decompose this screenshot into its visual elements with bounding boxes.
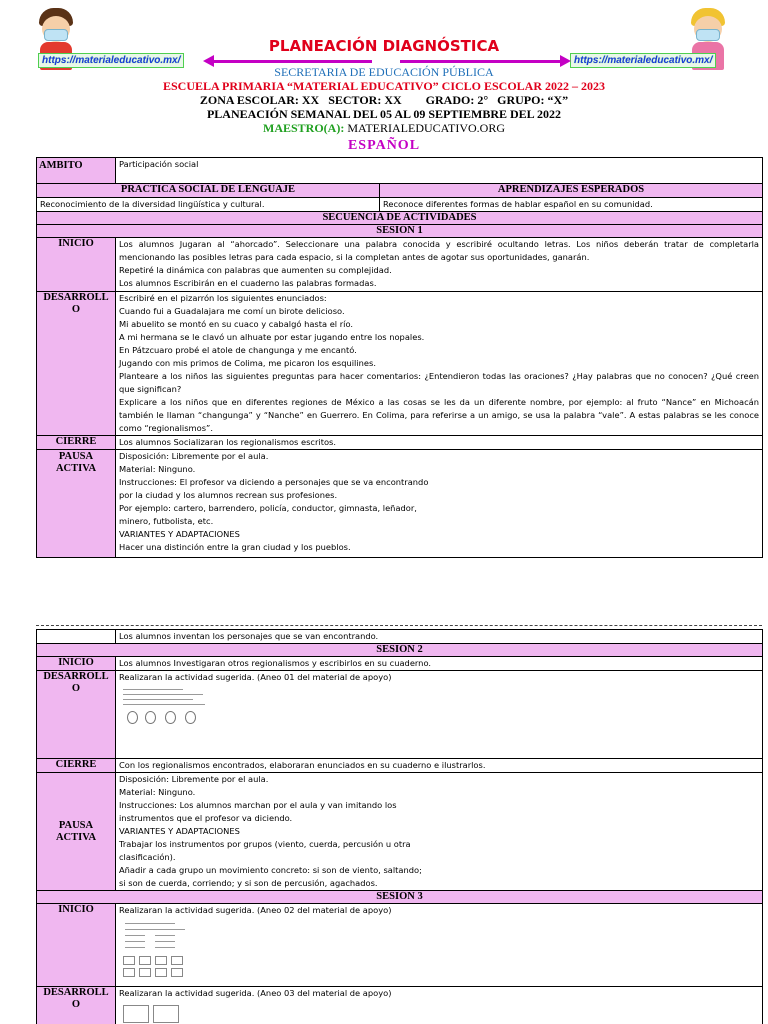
desarrollo-3-text: Realizaran la actividad sugerida. (Aneo 03 del material de apoyo) xyxy=(119,988,392,998)
inicio-3-content xyxy=(116,904,763,987)
cierre-label: CIERRE xyxy=(37,436,116,450)
annex-01-thumbnail[interactable] xyxy=(121,687,211,727)
desarrollo-3-label: DESARROLLO xyxy=(43,987,109,1010)
pausa-line: Material: Ninguno. xyxy=(119,464,196,474)
cierre-2-label: CIERRE xyxy=(37,759,116,773)
practica-value: Reconocimiento de la diversidad lingüística y cultural. xyxy=(37,198,380,212)
teacher-label: MAESTRO(A): xyxy=(263,121,345,135)
pausa-2-line: Añadir a cada grupo un movimiento concreto: si son de viento, saltando; xyxy=(119,865,422,875)
pausa-line: VARIANTES Y ADAPTACIONES xyxy=(119,529,240,539)
secretaria-line: SECRETARIA DE EDUCACIÓN PÚBLICA xyxy=(274,65,494,79)
continuation-content: Los alumnos inventan los personajes que se van encontrando. xyxy=(116,630,763,644)
desarrollo-2-content xyxy=(116,671,763,759)
inicio-line: Los alumnos Jugaran al “ahorcado”. Seleccionare una palabra conocida y escribiré ocultando letras. Los niños deberán tratar de completarla mencionando las posibles letras para cada espacio, si la completan antes de agotar sus oportunidades, ganarán. xyxy=(119,239,759,262)
inicio-line: Los alumnos Escribirán en el cuaderno las palabras formadas. xyxy=(119,278,377,288)
planning-table-sessions-2-3 xyxy=(36,629,763,1024)
desarrollo-line: Explicare a los niños que en diferentes regiones de México a las cosas se les da un diferente nombre, por ejemplo: al fruto “Nance” en Michoacán también le llaman “changunga” y “Nanche” en Guerrero. En Colima, para referirse a un amigo, se usa la palabra “vale”. A estas palabras se les conoce como “regionalismos”. xyxy=(119,397,759,433)
annex-02-thumbnail[interactable] xyxy=(121,920,191,978)
pausa-2-line: instrumentos que el profesor va diciendo. xyxy=(119,813,293,823)
desarrollo-label: DESARROLLO xyxy=(43,292,109,315)
secuencia-header: SECUENCIA DE ACTIVIDADES xyxy=(37,212,763,225)
inicio-2-label: INICIO xyxy=(37,657,116,671)
arrow-line-left xyxy=(212,60,372,63)
desarrollo-line: Escribiré en el pizarrón los siguientes enunciados: xyxy=(119,293,327,303)
pausa-activa-2-label: PAUSA ACTIVA xyxy=(37,773,116,891)
sesion-1-header: SESIÓN 1 xyxy=(37,225,763,238)
pausa-line: Instrucciones: El profesor va diciendo a personajes que se va encontrando xyxy=(119,477,429,487)
desarrollo-2-text: Realizaran la actividad sugerida. (Aneo 01 del material de apoyo) xyxy=(119,672,392,682)
desarrollo-3-label-cell xyxy=(37,987,116,1024)
inicio-label: INICIO xyxy=(37,238,116,292)
desarrollo-content xyxy=(116,292,763,436)
pausa-line: por la ciudad y los alumnos recrean sus profesiones. xyxy=(119,490,338,500)
pausa-activa-label: PAUSA ACTIVA xyxy=(37,450,116,558)
desarrollo-line: Cuando fui a Guadalajara me comí un birote delicioso. xyxy=(119,306,345,316)
inicio-3-text: Realizaran la actividad sugerida. (Aneo 02 del material de apoyo) xyxy=(119,905,392,915)
desarrollo-line: Mi abuelito se montó en su cuaco y cabalgó hasta el río. xyxy=(119,319,354,329)
zone-line: ZONA ESCOLAR: XX SECTOR: XX GRADO: 2° GRUPO: “X” xyxy=(199,93,569,107)
arrow-line-right xyxy=(400,60,560,63)
pausa-2-line: si son de cuerda, corriendo; y si son de percusión, agachados. xyxy=(119,878,378,888)
document-title: PLANEACIÓN DIAGNÓSTICA xyxy=(268,37,500,55)
desarrollo-2-label-cell xyxy=(37,671,116,759)
inicio-line: Repetiré la dinámica con palabras que aumenten su complejidad. xyxy=(119,265,392,275)
page-break-divider xyxy=(36,625,762,626)
pausa-activa-2-content xyxy=(116,773,763,891)
pausa-2-line: clasificación). xyxy=(119,852,176,862)
subject-title: ESPAÑOL xyxy=(347,138,421,153)
sesion-2-header: SESIÓN 2 xyxy=(37,644,763,657)
inicio-content xyxy=(116,238,763,292)
aprendizajes-header: APRENDIZAJES ESPERADOS xyxy=(380,184,763,198)
aprendizajes-value: Reconoce diferentes formas de hablar español en su comunidad. xyxy=(380,198,763,212)
teacher-line xyxy=(0,122,768,135)
desarrollo-label-cell xyxy=(37,292,116,436)
inicio-2-content: Los alumnos Investigaran otros regionalismos y escribirlos en su cuaderno. xyxy=(116,657,763,671)
cierre-content: Los alumnos Socializaran los regionalismos escritos. xyxy=(116,436,763,450)
school-line: ESCUELA PRIMARIA “MATERIAL EDUCATIVO” CICLO ESCOLAR 2022 – 2023 xyxy=(162,79,606,93)
pausa-2-line: Disposición: Libremente por el aula. xyxy=(119,774,269,784)
website-url-right[interactable]: https://materialeducativo.mx/ xyxy=(570,53,716,68)
practica-header: PRACTICA SOCIAL DE LENGUAJE xyxy=(37,184,380,198)
desarrollo-line: A mi hermana se le clavó un alhuate por estar jugando entre los nopales. xyxy=(119,332,425,342)
desarrollo-3-content xyxy=(116,987,763,1024)
ambito-label-cell xyxy=(37,158,116,184)
desarrollo-line: En Pátzcuaro probé el atole de changunga y me encantó. xyxy=(119,345,357,355)
pausa-line: Disposición: Libremente por el aula. xyxy=(119,451,269,461)
pausa-line: Por ejemplo: cartero, barrendero, policía, conductor, gimnasta, leñador, xyxy=(119,503,417,513)
annex-03-thumbnail[interactable] xyxy=(121,1003,181,1024)
pausa-2-line: Trabajar los instrumentos por grupos (viento, cuerda, percusión u otra xyxy=(119,839,411,849)
pausa-activa-content xyxy=(116,450,763,558)
inicio-3-label: INICIO xyxy=(37,904,116,987)
pausa-line: minero, futbolista, etc. xyxy=(119,516,214,526)
sesion-3-header: SESIÓN 3 xyxy=(37,891,763,904)
ambito-value-cell xyxy=(116,158,763,184)
week-line: PLANEACIÓN SEMANAL DEL 05 AL 09 SEPTIEMBRE DEL 2022 xyxy=(206,107,562,121)
pausa-2-line: VARIANTES Y ADAPTACIONES xyxy=(119,826,240,836)
pausa-line: Hacer una distinción entre la gran ciudad y los pueblos. xyxy=(119,542,351,552)
document-header xyxy=(0,0,768,160)
teacher-value: MATERIALEDUCATIVO.ORG xyxy=(344,121,505,135)
continuation-label-cell xyxy=(37,630,116,644)
planning-table-session-1 xyxy=(36,157,763,558)
ambito-value: Participación social xyxy=(119,159,199,169)
desarrollo-line: Planteare a los niños las siguientes preguntas para hacer comentarios: ¿Entendieron todas las oraciones? ¿Hay palabras que no conocen? ¿Qué creen que significan? xyxy=(119,371,759,394)
cierre-2-content: Con los regionalismos encontrados, elaboraran enunciados en su cuaderno e ilustrarlos. xyxy=(116,759,763,773)
pausa-2-line: Instrucciones: Los alumnos marchan por el aula y van imitando los xyxy=(119,800,397,810)
desarrollo-2-label: DESARROLLO xyxy=(43,671,109,694)
ambito-label: AMBITO xyxy=(39,160,83,171)
desarrollo-line: Jugando con mis primos de Colima, me picaron los esquilines. xyxy=(119,358,376,368)
pausa-2-line: Material: Ninguno. xyxy=(119,787,196,797)
website-url-left[interactable]: https://materialeducativo.mx/ xyxy=(38,53,184,68)
